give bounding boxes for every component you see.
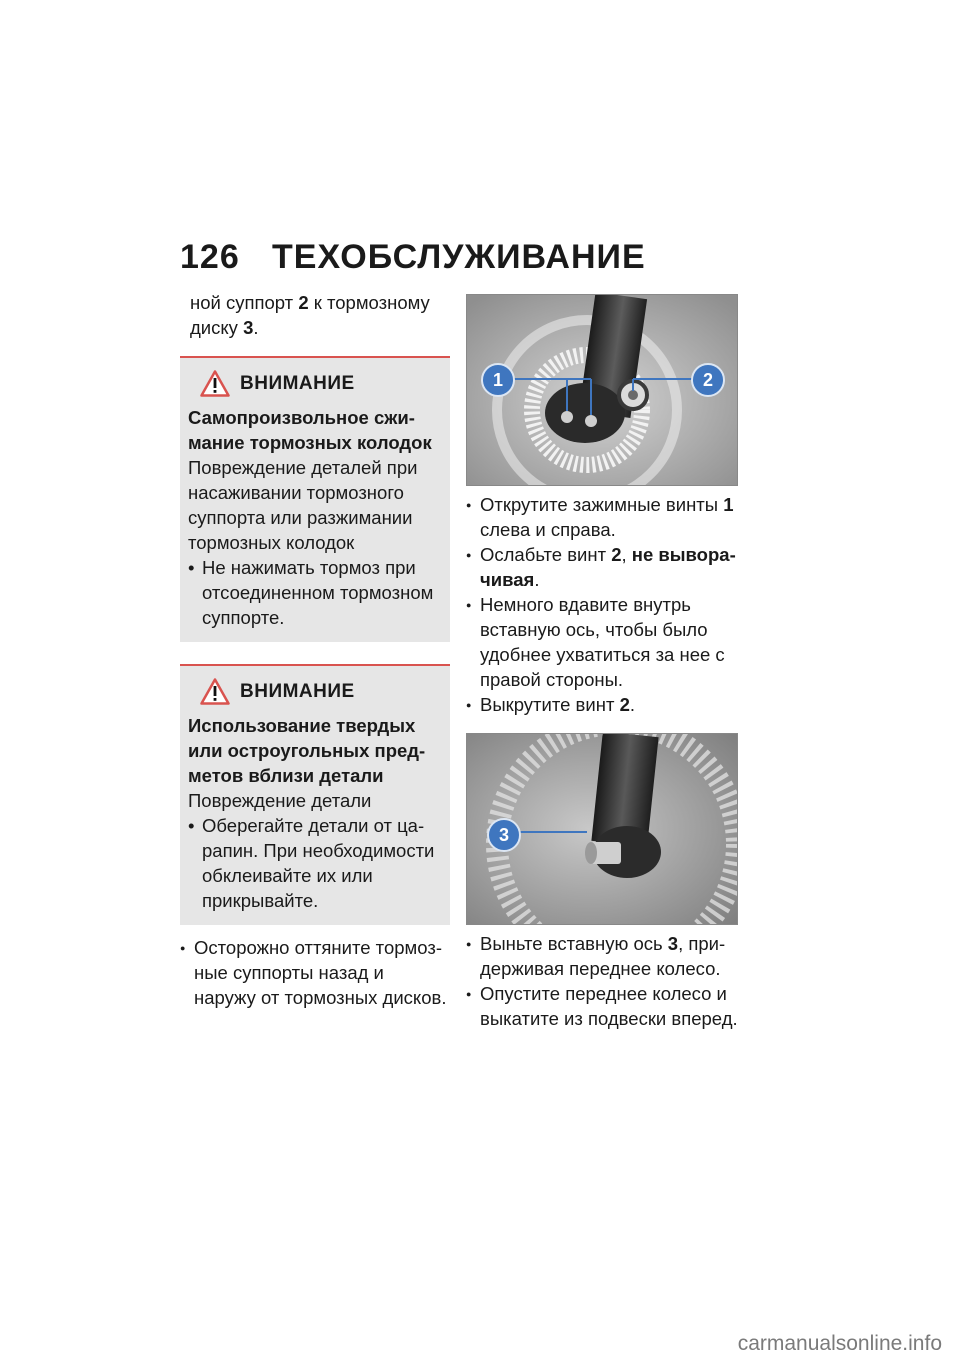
right-column — [466, 294, 738, 1031]
intro-text-b: к тормозному диску — [190, 292, 430, 338]
step-item — [466, 931, 738, 981]
page-number: 126 — [180, 238, 240, 276]
step-item — [466, 492, 738, 542]
step-ref-number: 1 — [723, 494, 734, 515]
intro-num-b: 3 — [243, 317, 254, 338]
warning-title: ВНИМАНИЕ — [240, 372, 355, 394]
page-header — [180, 238, 646, 277]
warning-header — [188, 678, 442, 705]
callout-1: 1 — [481, 363, 515, 397]
step-item — [466, 542, 738, 592]
intro-text-c: . — [253, 317, 259, 338]
callout-3: 3 — [487, 818, 521, 852]
warning-description: Повреждение деталей при насаживании тормозного суппорта или разжимании тормозных колодок — [188, 457, 418, 553]
page-title: ТЕХОБСЛУЖИВАНИЕ — [272, 238, 646, 276]
intro-text-a: ной суппорт — [190, 292, 299, 313]
step-item — [466, 692, 738, 717]
warning-bullet: • Оберегайте детали от царапин. При необходимости обклеивайте их или прикрывайте. — [188, 813, 442, 913]
step-text-tail: . — [534, 569, 540, 590]
step-item: ● Немного вдавите внутрь вставную ось, чтобы было удобнее ухватиться за нее с правой стороны. — [466, 592, 738, 692]
figure-1-photo — [466, 294, 738, 486]
step-text-tail: , придерживая переднее колесо. — [480, 933, 726, 979]
step-text-tail: слева и справа. — [480, 519, 616, 540]
watermark: carmanualsonline.info — [737, 1332, 942, 1355]
warning-subtitle: Самопроизвольное сжимание тормозных колодок — [188, 407, 432, 453]
warning-bullet: • Не нажимать тормоз при отсоединенном тормозном суппорте. — [188, 555, 442, 630]
step-text: Ослабьте винт — [480, 544, 612, 565]
warning-triangle-icon — [200, 370, 230, 397]
callout-2: 2 — [691, 363, 725, 397]
step-ref-number: 2 — [611, 544, 622, 565]
step-text: Открутите зажимные винты — [480, 494, 724, 515]
step-text: Выньте вставную ось — [480, 933, 668, 954]
warning-description: Повреждение детали — [188, 790, 372, 811]
step-item: ● Опустите переднее колесо и выкатите из подвески вперед. — [466, 981, 738, 1031]
step-text-tail: . — [629, 694, 635, 715]
step-separator: , — [621, 544, 632, 565]
warning-header — [188, 370, 442, 397]
warning-title: ВНИМАНИЕ — [240, 680, 355, 702]
figure-2-photo — [466, 733, 738, 925]
intro-paragraph — [180, 290, 450, 340]
warning-subtitle: Использование твердых или остроугольных предметов вблизи детали — [188, 715, 426, 786]
step-text: Выкрутите винт — [480, 694, 620, 715]
warning-triangle-icon — [200, 678, 230, 705]
left-column — [180, 290, 450, 1010]
warning-box-2 — [180, 664, 450, 925]
warning-box-1 — [180, 356, 450, 642]
step-ref-number: 3 — [667, 933, 679, 954]
intro-num-a: 2 — [298, 292, 309, 313]
step-item: ● Осторожно оттяните тормозные суппорты назад и наружу от тормозных дисков. — [180, 935, 450, 1010]
step-ref-number: 2 — [619, 694, 630, 715]
step-emphasis: не выворачивая — [480, 544, 736, 590]
